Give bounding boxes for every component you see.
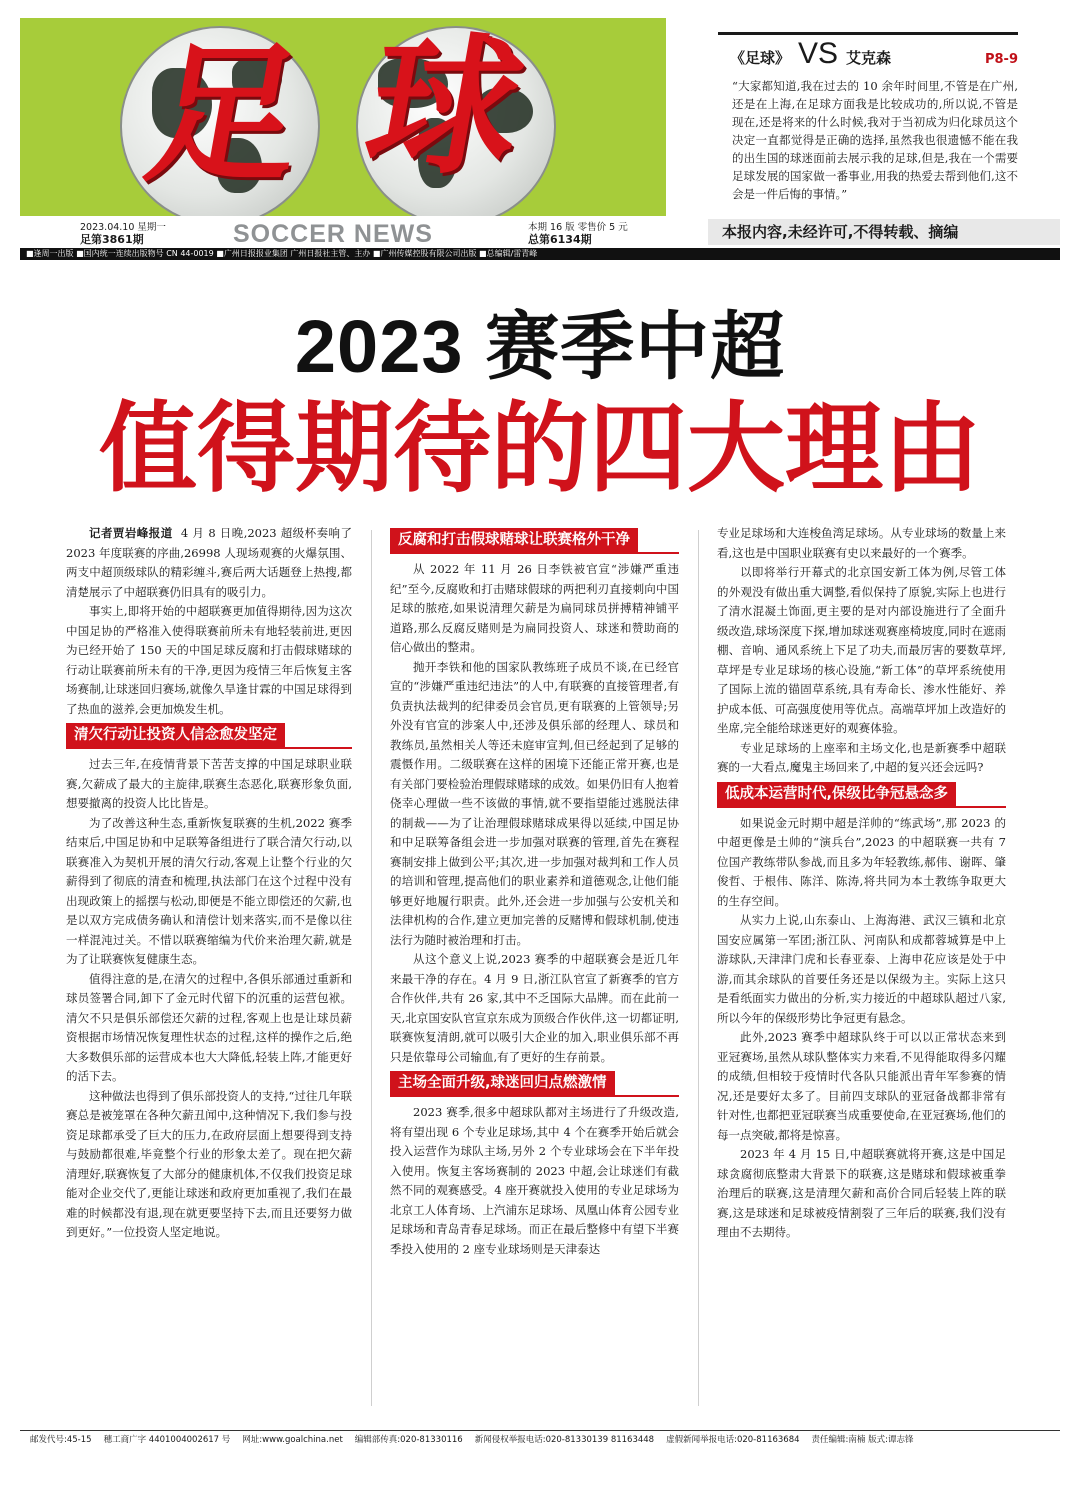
footer-website: 网址:www.goalchina.net: [242, 1435, 343, 1445]
article-paragraph: 值得注意的是,在清欠的过程中,各俱乐部通过重新和球员签署合同,卸下了金元时代留下的沉重的运营包袱。清欠不只是俱乐部偿还欠薪的过程,客观上也是让球员薪资根据市场情况恢复理性状态的过程,这样的操作之后,绝大多数俱乐部的运营成本也大大降低,轻装上阵,才能更好的活下去。: [66, 971, 352, 1083]
teaser-header: [718, 37, 1018, 70]
article-paragraph: 抛开李铁和他的国家队教练班子成员不谈,在已经官宣的“涉嫌严重违纪违法”的人中,有联赛的直接管理者,有负责执法裁判的纪律委员会官员,更有联赛的上管领导;另外没有官宣的涉案人中,还涉及俱乐部的经理人、球员和教练员,虽然相关人等还未庭审宣判,但已经起到了足够的震慑作用。二级联赛在这样的困境下还能正常开赛,也是有关部门要检验治理假球赌球的成效。如果仍旧有人抱着侥幸心理做一些不该做的事情,就不要指望能过逃脱法律的制裁——为了让治理假球赌球成果得以延续,中国足协和中足联筹备组会进一步加强对联赛的管理,首先在赛程赛制安排上做到公平;其次,进一步加强对裁判和工作人员的培训和管理,提高他们的职业素养和道德观念,让他们能够更好地履行职责。此外,还会进一步加强与公安机关和法律机构的合作,建立更加完善的反赌博和假球机制,使违法行为随时被治理和打击。: [390, 659, 679, 947]
article-paragraph: 专业足球场和大连梭鱼湾足球场。从专业球场的数量上来看,这也是中国职业联赛有史以来最好的一个赛季。: [717, 526, 1006, 560]
article-paragraph: 2023 赛季,很多中超球队都对主场进行了升级改造,将有望出现 6 个专业足球场,其中 4 个在赛季开始后就会投入运营作为球队主场,另外 2 个专业球场会在下半年投入使用。恢复主客场赛制的 2023 中超,会让球迷们有截然不同的观赛感受。4 座开赛就投入使用的专业足球场为北京工人体育场、上汽浦东足球场、凤凰山体育公园专业足球场和青岛青春足球场。而正在最后整修中有望下半赛季投入使用的 2 座专业球场则是天津泰达: [390, 1105, 679, 1256]
footer-rule: [20, 1430, 1060, 1431]
article-paragraph: 为了改善这种生态,重新恢复联赛的生机,2022 赛季结束后,中国足协和中足联筹备组进行了联合清欠行动,以联赛准入为契机开展的清欠行动,客观上让整个行业的欠薪得到了彻底的清查和梳理,执法部门在这个过程中没有出现政策上的摇摆与松动,即便是不能立即偿还的欠薪,也是以双方完成债务确认和清偿计划来落实,而不是像以往一样混沌过关。不惜以联赛缩编为代价来治理欠薪,就是为了让联赛恢复健康生态。: [66, 815, 352, 966]
teaser-rule: [718, 32, 1018, 35]
article-paragraph: 专业足球场的上座率和主场文化,也是新赛季中超联赛的一大看点,魔鬼主场回来了,中超的复兴还会远吗?: [717, 740, 1006, 774]
subheading-bar: [717, 782, 1006, 808]
footer-editors: 责任编辑:南楠 版式:谭志锋: [811, 1435, 914, 1445]
byline: 记者贾岩峰报道: [89, 526, 173, 540]
wordmark-soccer-news: SOCCER NEWS: [233, 220, 433, 248]
article-paragraph: [66, 524, 352, 602]
article-column-1: [66, 524, 352, 1243]
article-paragraph: 2023 年 4 月 15 日,中超联赛就将开赛,这是中国足球贪腐彻底整肃大背景下的联赛,这是赌球和假球被重拳治理后的联赛,这是清理欠薪和高价合同后轻装上阵的联赛,这是球迷和足球被疫情割裂了三年后的联赛,我们没有理由不去期待。: [717, 1147, 1006, 1239]
article-paragraph: 过去三年,在疫情背景下苦苦支撑的中国足球职业联赛,欠薪成了最大的主旋律,联赛生态恶化,联赛形象负面,想要撤离的投资人比比皆是。: [66, 757, 352, 810]
logo-char-qiu: 球: [354, 19, 536, 195]
footer-license: 穗工商广字 4401004002617 号: [103, 1435, 231, 1445]
subheading: 反腐和打击假球赌球让联赛格外干净: [390, 528, 638, 552]
article-column-3: [717, 524, 1006, 1243]
article-paragraph: 事实上,即将开始的中超联赛更加值得期待,因为这次中国足协的严格准入使得联赛前所未有地轻装前进,更因为已经开始了 150 天的中国足球反腐和打击假球赌球的行动让联赛前所未有的干净,更因为疫情三年后恢复主客场赛制,让球迷回归赛场,就像久旱逢甘霖的中国足球得到了热血的滋养,会更加焕发生机。: [66, 604, 352, 716]
article-paragraph: 这种做法也得到了俱乐部投资人的支持,“过往几年联赛总是被笼罩在各种欠薪丑闻中,这种情况下,我们参与投资足球都承受了巨大的压力,在政府层面上想要得到支持与鼓励都很难,毕竟整个行业的形象太差了。现在把欠薪清理好,联赛恢复了大部分的健康机体,不仅我们投资足球能对企业交代了,更能让球迷和政府更加重视了,我们在最难的时候都没有退,现在就更要坚持下去,而且还要努力做到更好。”一位投资人坚定地说。: [66, 1088, 352, 1239]
logo-char-zu: 足: [134, 27, 316, 203]
publication-info-bar: ■逢周一出版 ■国内统一连续出版物号 CN 44-0019 ■广州日报报业集团 广州日报社主管、主办 ■广州传媒控股有限公司出版 ■总编辑/雷青峰: [20, 248, 1060, 260]
total-issue: 总第6134期: [528, 233, 592, 246]
copyright-notice: 本报内容,未经许可,不得转载、摘编: [708, 219, 1060, 245]
intro-text: 4 月 8 日晚,2023 超级杯奏响了 2023 年度联赛的序曲,26998 人现场观赛的火爆氛围、两支中超顶级球队的精彩缠斗,赛后两大话题登上热搜,都清楚展示了中超联赛仍旧具有的吸引力。: [66, 526, 352, 599]
article-column-2: [390, 524, 679, 1259]
footer-fax: 编辑部传真:020-81330116: [354, 1435, 463, 1445]
article-paragraph: 此外,2023 赛季中超球队终于可以以正常状态来到亚冠赛场,虽然从球队整体实力来看,不见得能取得多闪耀的成绩,但相较于疫情时代各队只能派出青年军参赛的情况,还是要好太多了。目前四支球队的亚冠备战都非常有针对性,也都把亚冠联赛当成重要使命,在亚冠赛场,他们的每一点突破,都将是惊喜。: [717, 1030, 1006, 1142]
pages-price: 本期 16 版 零售价 5 元: [528, 222, 628, 233]
date-issue-block: [80, 222, 166, 246]
footer-bar: [30, 1433, 1060, 1447]
pages-price-block: [528, 222, 628, 246]
footer-fake-news-hotline: 虚假新闻举报电话:020-81163684: [666, 1435, 800, 1445]
column-divider: [698, 530, 699, 1406]
issue-date: 2023.04.10 星期一: [80, 222, 166, 233]
subheading: 清欠行动让投资人信念愈发坚定: [66, 723, 285, 747]
teaser-quote: “大家都知道,我在过去的 10 余年时间里,不管是在广州,还是在上海,在足球方面我是比较成功的,所以说,不管是现在,还是将来的什么时候,我对于当初成为归化球员这个决定一直都觉得是正确的选择,虽然我也很遗憾不能在我的出生国的球迷面前去展示我的足球,但是,我在一个需要足球发展的国家做一番事业,用我的热爱去帮到他们,这不会是一件后悔的事情。”: [732, 79, 1018, 201]
teaser-vs: VS: [798, 37, 839, 70]
headline-line-2: 值得期待的四大理由: [98, 391, 981, 506]
article-paragraph: 从这个意义上说,2023 赛季的中超联赛会是近几年来最干净的存在。4 月 9 日,浙江队官宣了新赛季的官方合作伙伴,共有 26 家,其中不乏国际大品牌。而在此前一天,北京国安队官宣京东成为顶级合作伙伴,这一切都证明,联赛恢复清朗,就可以吸引大企业的加入,职业俱乐部不再只是依靠母公司输血,有了更好的生存前景。: [390, 952, 679, 1064]
footer-postal-code: 邮发代号:45-15: [30, 1435, 92, 1445]
subheading-bar: [390, 528, 679, 554]
column-divider: [371, 530, 372, 1406]
article-paragraph: 以即将举行开幕式的北京国安新工体为例,尽管工体的外观没有做出重大调整,看似保持了原貌,实际上也进行了清水混凝土饰面,更主要的是对内部设施进行了全面升级改造,球场深度下探,增加球迷观赛座椅坡度,同时在遮雨棚、音响、通风系统上下足了功夫,而最厉害的要数草坪,草坪是专业足球场的核心设施,“新工体”的草坪系统使用了国际上流的锚固草系统,具有寿命长、渗水性能好、养护成本低、可高强度使用等优点。高端草坪加上改造好的坐席,完全能给球迷更好的观赛体验。: [717, 565, 1006, 735]
subheading: 低成本运营时代,保级比争冠悬念多: [717, 782, 956, 806]
subheading-bar: [66, 723, 352, 749]
teaser-pages: P8-9: [984, 52, 1018, 67]
issue-number: 足第3861期: [80, 233, 144, 246]
teaser-right: 艾克森: [846, 49, 892, 67]
subheading-bar: [390, 1071, 679, 1097]
article-paragraph: 从实力上说,山东泰山、上海海港、武汉三镇和北京国安应属第一军团;浙江队、河南队和成都蓉城算是中上游球队,天津津门虎和长春亚泰、上海申花应该是处于中游,而其余球队的首要任务还是以保级为主。实际上这只是看纸面实力做出的分析,实力接近的中超球队超过八家,所以今年的保级形势比争冠更有悬念。: [717, 913, 1006, 1025]
subheading: 主场全面升级,球迷回归点燃激情: [390, 1071, 615, 1095]
teaser-box: [718, 32, 1018, 203]
teaser-left: 《足球》: [730, 49, 791, 67]
headline-line-1: 2023 赛季中超: [294, 305, 786, 388]
article-paragraph: 如果说金元时期中超是洋帅的“练武场”,那 2023 的中超更像是土帅的“演兵台”,2023 的中超联赛一共有 7 位国产教练带队参战,而且多为年轻教练,郝伟、谢晖、肇俊哲、于根伟、陈洋、陈涛,将共同为本土教练争取更大的生存空间。: [717, 815, 1006, 908]
footer-infringement-hotline: 新闻侵权举报电话:020-81330139 81163448: [474, 1435, 655, 1445]
article-paragraph: 从 2022 年 11 月 26 日李铁被官宣“涉嫌严重违纪”至今,反腐败和打击赌球假球的两把利刃直接刺向中国足球的脓疮,如果说清理欠薪是为扁同球员拼搏精神铺平道路,那么反腐反赌则是为扁同投资人、球迷和赞助商的信心做出的整肃。: [390, 562, 679, 654]
masthead-logo-panel: [20, 18, 666, 216]
